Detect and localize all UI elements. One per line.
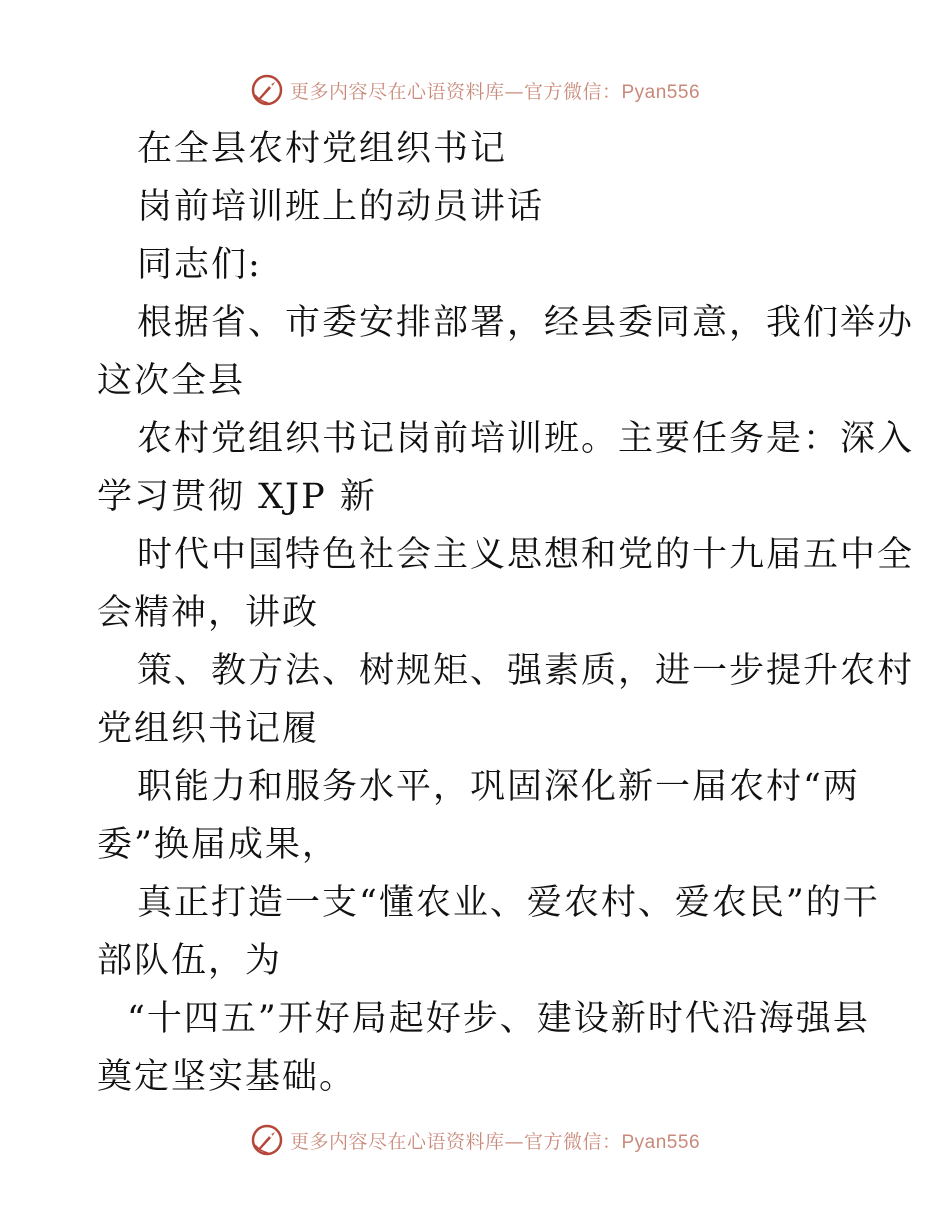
paragraph-line: 委”换届成果，: [97, 825, 339, 865]
paragraph-line: 农村党组织书记岗前培训班。主要任务是：深入: [137, 419, 915, 459]
paragraph-line: “十四五”开好局起好步、建设新时代沿海强县: [127, 999, 870, 1039]
paragraph-line: 根据省、市委安排部署，经县委同意，我们举办: [137, 303, 915, 343]
pen-nib-logo-icon: [250, 73, 284, 107]
paragraph-line: 部队伍，为: [97, 941, 283, 981]
paragraph-line: 奠定坚实基础。: [97, 1057, 357, 1097]
footer-watermark: [0, 1120, 950, 1160]
pen-nib-logo-icon: [250, 1123, 284, 1157]
paragraph-line: 这次全县: [97, 361, 246, 401]
paragraph-line: 真正打造一支“懂农业、爱农村、爱农民”的干: [137, 883, 880, 923]
header-watermark: [0, 70, 950, 110]
watermark-wechat-id: Pyan556: [621, 81, 701, 103]
paragraph-line: 职能力和服务水平，巩固深化新一届农村“两: [137, 767, 860, 807]
document-title-line-1: 在全县农村党组织书记: [137, 129, 508, 169]
watermark-wechat-id: Pyan556: [621, 1131, 701, 1153]
paragraph-line: 时代中国特色社会主义思想和党的十九届五中全: [137, 535, 915, 575]
paragraph-line: 策、教方法、树规矩、强素质，进一步提升农村: [137, 651, 915, 691]
greeting: 同志们:: [137, 245, 262, 285]
document-title-line-2: 岗前培训班上的动员讲话: [137, 187, 545, 227]
paragraph-line: 学习贯彻 XJP 新: [97, 477, 377, 517]
paragraph-line: 党组织书记履: [97, 709, 320, 749]
paragraph-line: 会精神，讲政: [97, 593, 320, 633]
watermark-text: 更多内容尽在心语资料库—官方微信：Pyan556: [289, 80, 701, 103]
watermark-text: 更多内容尽在心语资料库—官方微信：Pyan556: [289, 1130, 701, 1153]
document-body: [97, 120, 915, 1106]
